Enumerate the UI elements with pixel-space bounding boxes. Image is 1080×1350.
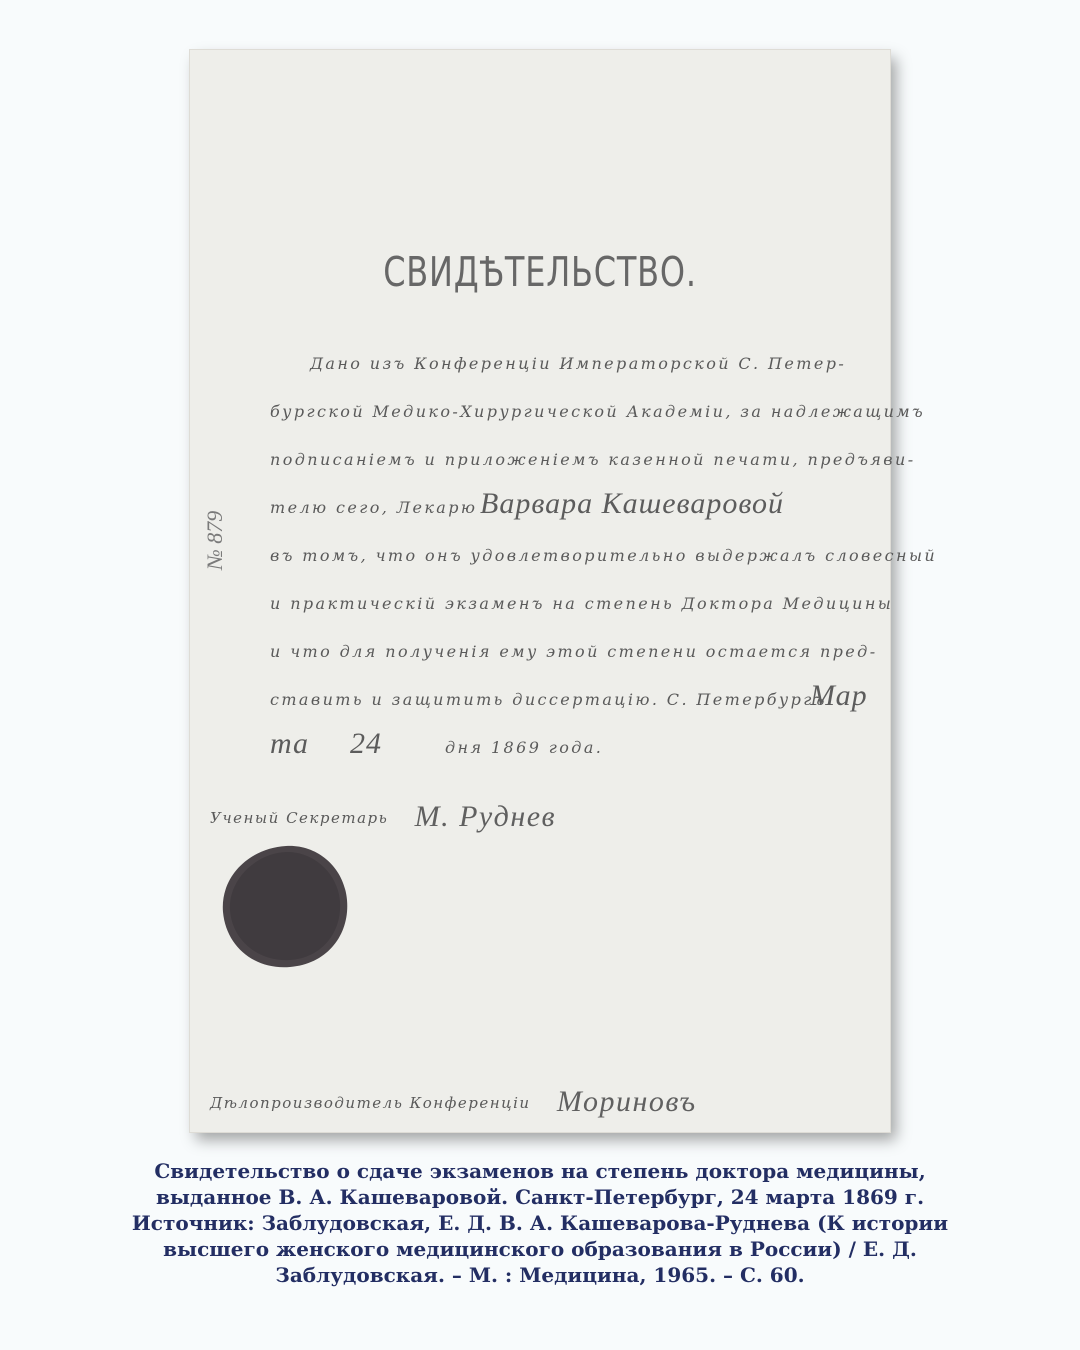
certificate-line — [270, 388, 926, 436]
secretary-label: Ученый Секретарь — [210, 809, 389, 827]
caption-line: выданное В. А. Кашеваровой. Санкт-Петербург, 24 марта 1869 г. — [155, 1185, 925, 1209]
certificate-line — [270, 532, 938, 580]
certificate-line — [270, 340, 880, 388]
printed-text: и что для полученія ему этой степени остается пред- — [270, 642, 878, 661]
wax-seal-icon — [220, 842, 350, 970]
printed-text: бургской Медико-Хирургической Академіи, за надлежащимъ — [270, 402, 926, 421]
printed-text: ставить и защитить диссертацію. С. Петербургъ — [270, 690, 827, 709]
secretary-signature-row — [210, 800, 556, 834]
secretary-signature: М. Руднев — [414, 800, 557, 833]
caption-line: Источник: Заблудовская, Е. Д. В. А. Кашеварова-Руднева (К истории — [131, 1211, 949, 1235]
handwritten-month-start: Мар — [810, 679, 868, 712]
printed-text: Дано изъ Конференціи Императорской С. Петер- — [310, 354, 847, 373]
printed-text: подписаніемъ и приложеніемъ казенной печати, предъяви- — [270, 450, 916, 469]
printed-text: и практическій экзаменъ на степень Доктора Медицины — [270, 594, 894, 613]
caption-line: Заблудовская. – М. : Медицина, 1965. – С. 60. — [275, 1263, 805, 1287]
certificate-body — [270, 340, 938, 772]
handwritten-recipient-name: Варвара Кашеваровой — [480, 487, 784, 520]
printed-text: въ томъ, что онъ удовлетворительно выдержалъ словесный — [270, 546, 938, 565]
handwritten-day: 24 — [350, 727, 382, 760]
clerk-signature: Мориновъ — [556, 1085, 697, 1118]
handwritten-month-end: та — [270, 727, 310, 760]
certificate-line — [270, 484, 880, 532]
caption-line: высшего женского медицинского образования в России) / Е. Д. — [163, 1237, 917, 1261]
printed-text: дня 1869 года. — [445, 738, 604, 757]
certificate-scan — [190, 50, 938, 1132]
image-caption — [40, 1158, 1040, 1288]
certificate-line — [270, 436, 916, 484]
certificate-line — [270, 676, 880, 724]
certificate-title: СВИДѢТЕЛЬСТВО. — [383, 248, 697, 296]
margin-registration-number: № 879 — [202, 510, 227, 570]
certificate-line — [270, 628, 880, 676]
certificate-line — [270, 724, 880, 772]
clerk-signature-row — [210, 1085, 697, 1119]
clerk-label: Дѣлопроизводитель Конференціи — [210, 1094, 531, 1112]
printed-text: телю сего, Лекарю — [270, 498, 478, 517]
caption-line: Свидетельство о сдаче экзаменов на степень доктора медицины, — [154, 1159, 926, 1183]
certificate-line — [270, 580, 894, 628]
